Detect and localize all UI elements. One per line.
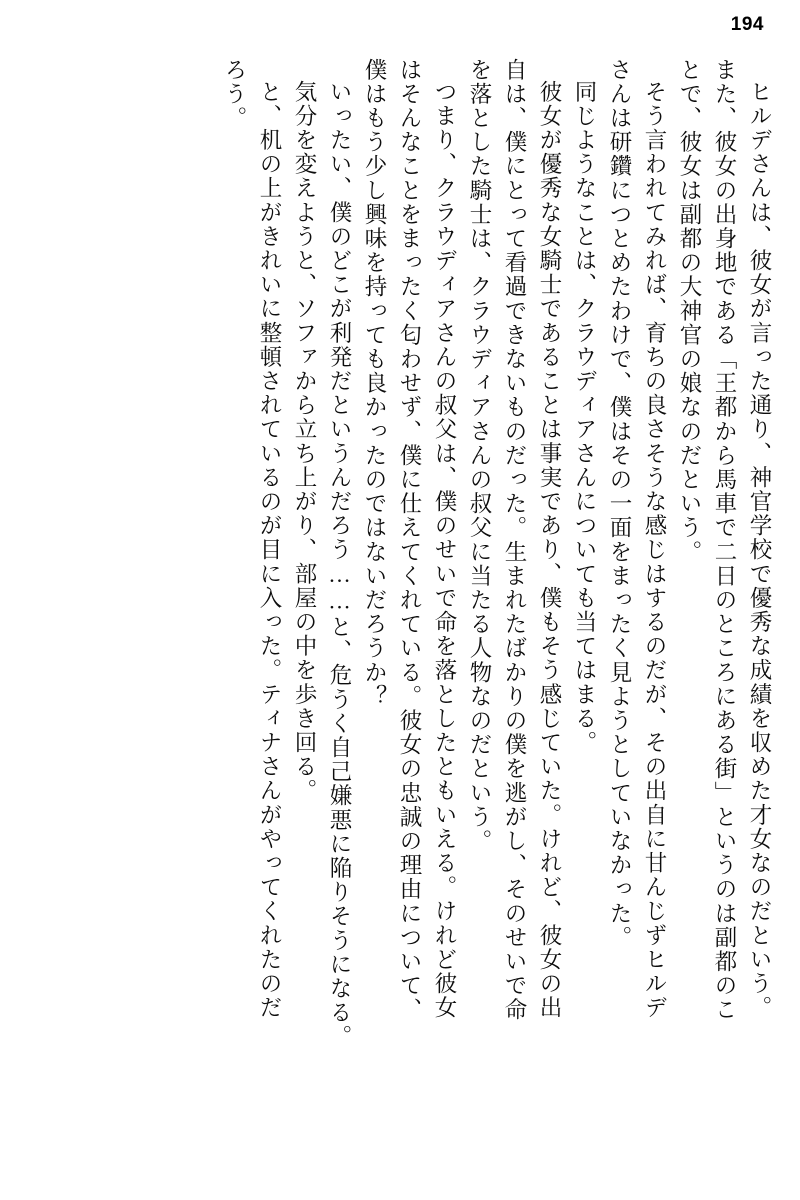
text-column: そう言われてみれば、育ちの良さそうな感じはするのだが、その出自に甘んじずヒルデ (642, 80, 667, 1020)
text-column: 同じようなことは、クラウディアさんについても当てはまる。 (572, 80, 597, 755)
text-column: いったい、僕のどこが利発だというんだろう……と、危うく自己嫌悪に陥りそうになる。 (327, 80, 352, 1049)
text-column: 僕はもう少し興味を持っても良かったのではないだろうか？ (362, 58, 387, 709)
text-column: と、机の上がきれいに整頓されているのが目に入った。ティナさんがやってくれたのだ (257, 80, 282, 1020)
text-column: ろう。 (222, 58, 247, 131)
text-column: を落とした騎士は、クラウディアさんの叔父に当たる人物なのだという。 (467, 58, 492, 854)
text-column: ヒルデさんは、彼女が言った通り、神官学校で優秀な成績を収めた才女なのだという。 (747, 80, 772, 1020)
text-column: 彼女が優秀な女騎士であることは事実であり、僕もそう感じていた。けれど、彼女の出 (537, 80, 562, 1020)
text-column: はそんなことをまったく匂わせず、僕に仕えてくれている。彼女の忠誠の理由について、 (397, 58, 422, 1022)
text-column: 気分を変えようと、ソファから立ち上がり、部屋の中を歩き回る。 (292, 80, 317, 803)
text-column: また、彼女の出身地である「王都から馬車で二日のところにある街」というのは副都のこ (712, 58, 737, 1022)
text-column: つまり、クラウディアさんの叔父は、僕のせいで命を落としたともいえる。けれど彼女 (432, 80, 457, 1020)
text-column: とで、彼女は副都の大神官の娘なのだという。 (677, 58, 702, 565)
page-number: 194 (730, 14, 764, 35)
vertical-text-body (46, 58, 770, 1176)
text-column: 自は、僕にとって看過できないものだった。生まれたばかりの僕を逃がし、そのせいで命 (502, 58, 527, 1022)
text-column: さんは研鑽につとめたわけで、僕はその一面をまったく見ようとしていなかった。 (607, 58, 632, 950)
